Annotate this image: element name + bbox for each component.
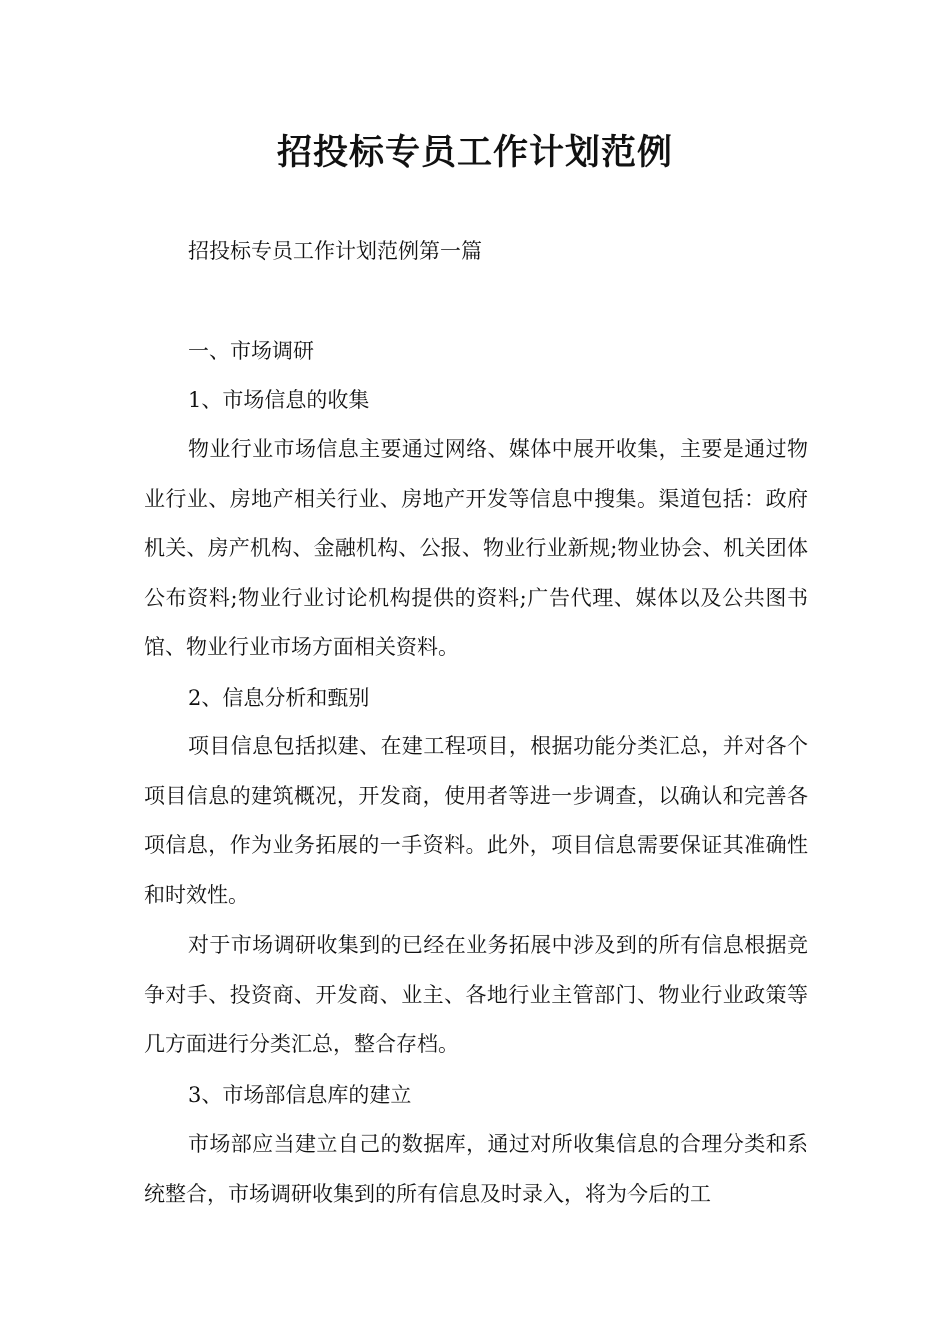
subheading-database-setup: 3、市场部信息库的建立 [188,1083,412,1107]
document-subtitle: 招投标专员工作计划范例第一篇 [188,239,482,263]
subheading-info-collection: 1、市场信息的收集 [188,388,370,412]
subheading-info-analysis: 2、信息分析和甄别 [188,686,370,710]
paragraph-info-analysis-1: 项目信息包括拟建、在建工程项目，根据功能分类汇总，并对各个项目信息的建筑概况，开发商，使用者等进一步调查，以确认和完善各项信息，作为业务拓展的一手资料。此外，项目信息需要保证其准确性和时效性。 [144,734,808,907]
paragraph-database-setup: 市场部应当建立自己的数据库，通过对所收集信息的合理分类和系统整合，市场调研收集到的所有信息及时录入，将为今后的工 [144,1132,808,1206]
paragraph-info-collection: 物业行业市场信息主要通过网络、媒体中展开收集，主要是通过物业行业、房地产相关行业、房地产开发等信息中搜集。渠道包括：政府机关、房产机构、金融机构、公报、物业行业新规;物业协会、机关团体公布资料;物业行业讨论机构提供的资料;广告代理、媒体以及公共图书馆、物业行业市场方面相关资料。 [144,437,808,660]
paragraph-info-analysis-2: 对于市场调研收集到的已经在业务拓展中涉及到的所有信息根据竞争对手、投资商、开发商、业主、各地行业主管部门、物业行业政策等几方面进行分类汇总，整合存档。 [144,933,808,1057]
document-title: 招投标专员工作计划范例 [276,132,673,173]
section-heading-market-research: 一、市场调研 [188,339,314,363]
